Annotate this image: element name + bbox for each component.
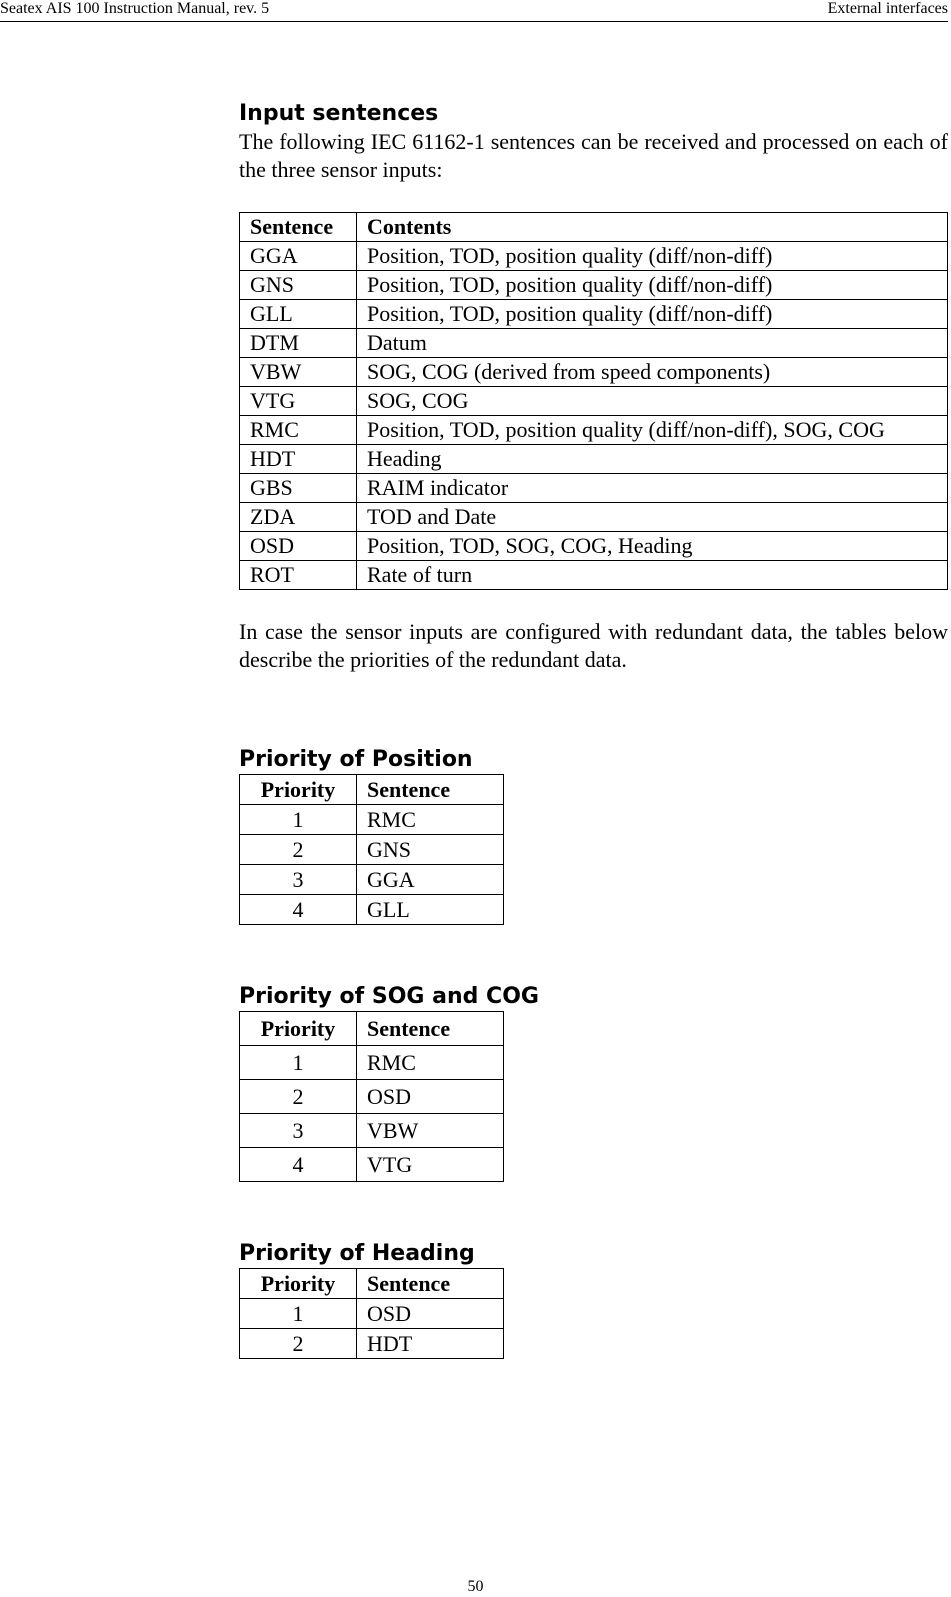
table-row bbox=[240, 445, 948, 474]
priority-cell: 4 bbox=[240, 895, 357, 925]
input-sentences-heading: Input sentences bbox=[239, 101, 439, 126]
page-header bbox=[0, 0, 948, 22]
sentence-cell: GNS bbox=[357, 835, 504, 865]
priority-cell: 4 bbox=[240, 1148, 357, 1182]
table-row bbox=[240, 271, 948, 300]
sentence-cell: GGA bbox=[240, 242, 357, 271]
redundancy-note: In case the sensor inputs are configured with redundant data, the tables below describe the priorities of the redundant data. bbox=[239, 619, 948, 672]
table-row bbox=[240, 474, 948, 503]
sentence-cell: GNS bbox=[240, 271, 357, 300]
column-header: Contents bbox=[357, 213, 948, 242]
contents-cell: Position, TOD, position quality (diff/non-diff), SOG, COG bbox=[357, 416, 948, 445]
table-header-row bbox=[240, 1012, 504, 1046]
column-header: Sentence bbox=[357, 1269, 504, 1299]
table-row bbox=[240, 358, 948, 387]
sentence-cell: VBW bbox=[357, 1114, 504, 1148]
table-row bbox=[240, 1046, 504, 1080]
priority-heading-section bbox=[239, 1240, 948, 1359]
sentence-cell: ZDA bbox=[240, 503, 357, 532]
priority-cell: 3 bbox=[240, 1114, 357, 1148]
sentence-cell: OSD bbox=[357, 1299, 504, 1329]
contents-cell: Position, TOD, position quality (diff/non-diff) bbox=[357, 300, 948, 329]
priority-sog-cog-table bbox=[239, 1011, 504, 1182]
sentence-cell: OSD bbox=[240, 532, 357, 561]
header-chapter-title: External interfaces bbox=[827, 0, 948, 17]
table-header-row bbox=[240, 213, 948, 242]
table-row bbox=[240, 561, 948, 590]
table-row bbox=[240, 503, 948, 532]
table-row bbox=[240, 532, 948, 561]
priority-heading-heading: Priority of Heading bbox=[239, 1241, 475, 1266]
sentence-cell: OSD bbox=[357, 1080, 504, 1114]
table-row bbox=[240, 1329, 504, 1359]
sentence-cell: HDT bbox=[357, 1329, 504, 1359]
table-row bbox=[240, 865, 504, 895]
contents-cell: Heading bbox=[357, 445, 948, 474]
priority-position-section bbox=[239, 746, 948, 925]
sentence-cell: HDT bbox=[240, 445, 357, 474]
sentence-cell: ROT bbox=[240, 561, 357, 590]
contents-cell: SOG, COG (derived from speed components) bbox=[357, 358, 948, 387]
priority-cell: 2 bbox=[240, 1080, 357, 1114]
column-header: Priority bbox=[240, 1269, 357, 1299]
contents-cell: Rate of turn bbox=[357, 561, 948, 590]
table-row bbox=[240, 1080, 504, 1114]
table-row bbox=[240, 895, 504, 925]
priority-cell: 2 bbox=[240, 835, 357, 865]
table-row bbox=[240, 416, 948, 445]
sentence-cell: RMC bbox=[240, 416, 357, 445]
priority-position-table bbox=[239, 774, 504, 925]
table-header-row bbox=[240, 775, 504, 805]
sentence-cell: GBS bbox=[240, 474, 357, 503]
header-document-title: Seatex AIS 100 Instruction Manual, rev. 5 bbox=[0, 0, 270, 17]
column-header: Priority bbox=[240, 775, 357, 805]
table-row bbox=[240, 387, 948, 416]
table-row bbox=[240, 1299, 504, 1329]
page-content bbox=[239, 100, 948, 1359]
priority-sog-cog-heading: Priority of SOG and COG bbox=[239, 984, 539, 1009]
contents-cell: TOD and Date bbox=[357, 503, 948, 532]
table-header-row bbox=[240, 1269, 504, 1299]
priority-heading-table bbox=[239, 1268, 504, 1359]
table-row bbox=[240, 329, 948, 358]
contents-cell: SOG, COG bbox=[357, 387, 948, 416]
priority-position-heading: Priority of Position bbox=[239, 747, 473, 772]
contents-cell: Position, TOD, SOG, COG, Heading bbox=[357, 532, 948, 561]
sentence-cell: RMC bbox=[357, 1046, 504, 1080]
table-row bbox=[240, 1114, 504, 1148]
priority-cell: 1 bbox=[240, 1299, 357, 1329]
contents-cell: Position, TOD, position quality (diff/non-diff) bbox=[357, 271, 948, 300]
table-row bbox=[240, 242, 948, 271]
sentence-cell: VTG bbox=[357, 1148, 504, 1182]
sentence-cell: VTG bbox=[240, 387, 357, 416]
column-header: Priority bbox=[240, 1012, 357, 1046]
sentence-cell: DTM bbox=[240, 329, 357, 358]
contents-cell: Datum bbox=[357, 329, 948, 358]
table-row bbox=[240, 805, 504, 835]
sentence-cell: RMC bbox=[357, 805, 504, 835]
sentence-cell: GLL bbox=[357, 895, 504, 925]
page-number: 50 bbox=[467, 1578, 484, 1595]
input-sentences-intro: The following IEC 61162-1 sentences can be received and processed on each of the three sensor inputs: bbox=[239, 129, 948, 182]
table-row bbox=[240, 300, 948, 329]
contents-cell: RAIM indicator bbox=[357, 474, 948, 503]
sentence-cell: GLL bbox=[240, 300, 357, 329]
column-header: Sentence bbox=[357, 1012, 504, 1046]
column-header: Sentence bbox=[357, 775, 504, 805]
sentence-cell: VBW bbox=[240, 358, 357, 387]
priority-cell: 1 bbox=[240, 1046, 357, 1080]
table-row bbox=[240, 1148, 504, 1182]
priority-cell: 1 bbox=[240, 805, 357, 835]
contents-cell: Position, TOD, position quality (diff/non-diff) bbox=[357, 242, 948, 271]
input-sentences-table bbox=[239, 212, 948, 590]
column-header: Sentence bbox=[240, 213, 357, 242]
priority-sog-cog-section bbox=[239, 983, 948, 1182]
priority-cell: 3 bbox=[240, 865, 357, 895]
table-row bbox=[240, 835, 504, 865]
priority-cell: 2 bbox=[240, 1329, 357, 1359]
sentence-cell: GGA bbox=[357, 865, 504, 895]
